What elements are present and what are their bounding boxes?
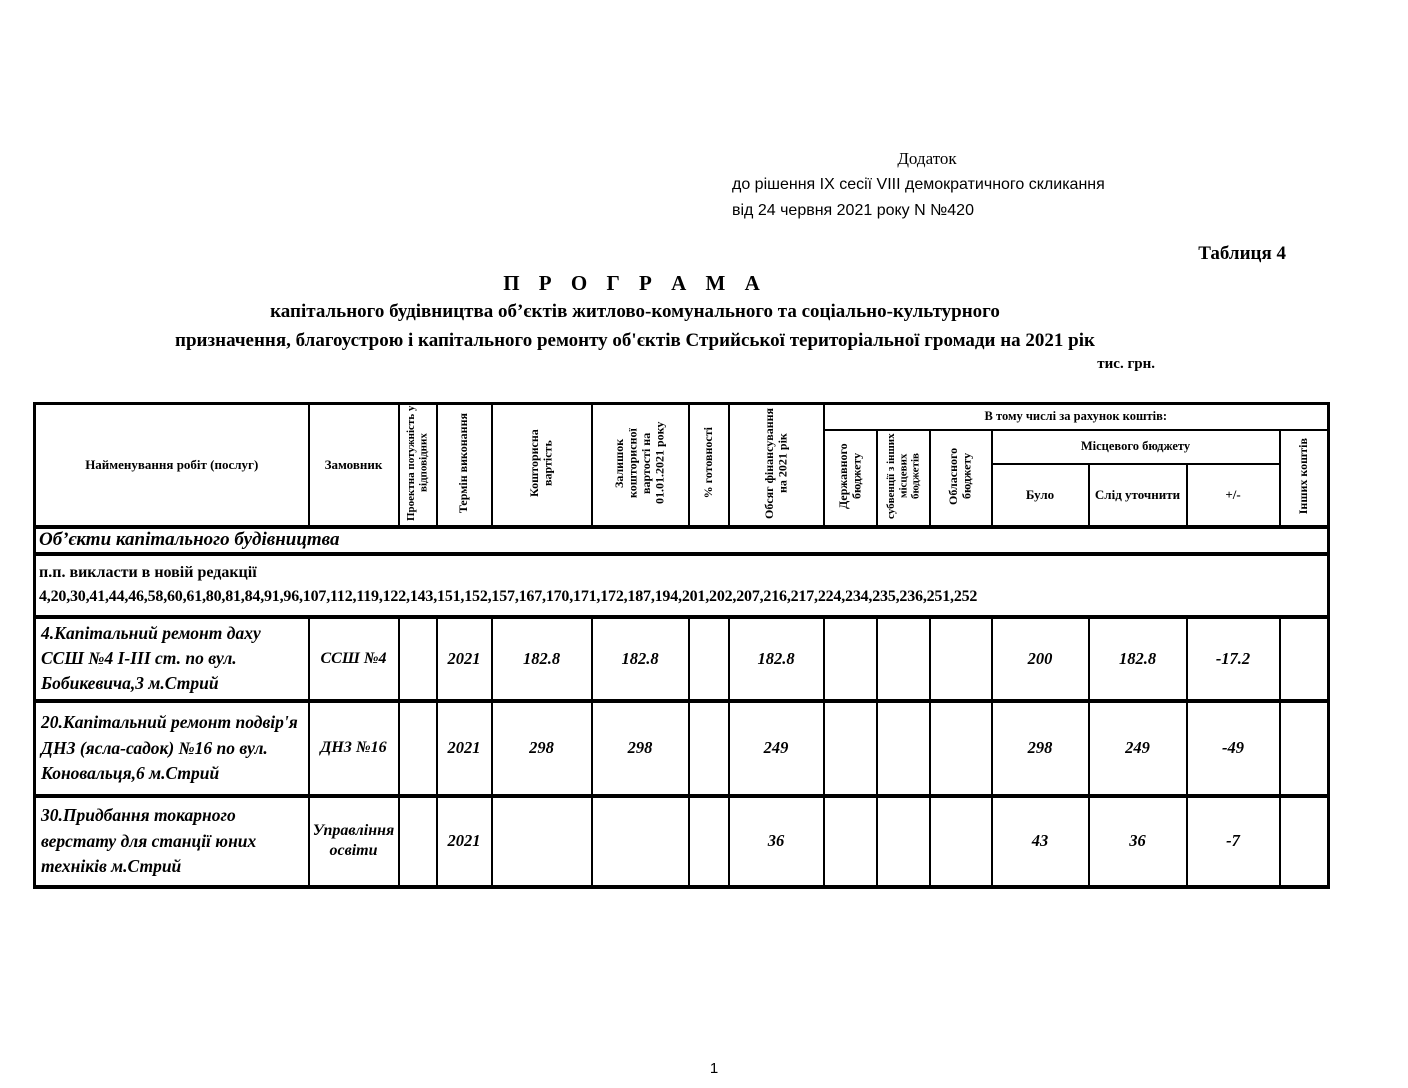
oblast-budget	[930, 617, 992, 701]
was: 200	[992, 617, 1089, 701]
work-name: 20.Капітальний ремонт подвір'я ДНЗ (ясла-садок) №16 по вул. Коновальця,6 м.Стрий	[35, 701, 309, 796]
capacity	[399, 701, 437, 796]
delta: -49	[1187, 701, 1280, 796]
title-line-1: П Р О Г Р А М А	[503, 271, 767, 295]
table-row	[35, 617, 1329, 701]
term: 2021	[437, 701, 492, 796]
subventions	[877, 796, 930, 887]
other-funds	[1280, 796, 1329, 887]
units-label: тис. грн.	[1097, 356, 1155, 372]
col-header-clarify: Слід уточнити	[1089, 464, 1187, 527]
remainder: 182.8	[592, 617, 689, 701]
table-row	[35, 796, 1329, 887]
capacity	[399, 796, 437, 887]
other-funds	[1280, 617, 1329, 701]
col-header-state-budget: Державного бюджету	[824, 430, 877, 527]
oblast-budget	[930, 796, 992, 887]
col-header-estimate: Кошторисна вартість	[492, 404, 592, 527]
subventions	[877, 701, 930, 796]
col-header-delta: +/-	[1187, 464, 1280, 527]
capacity	[399, 617, 437, 701]
section-title: Об’єкти капітального будівництва	[35, 527, 1329, 554]
term: 2021	[437, 796, 492, 887]
readiness	[689, 796, 729, 887]
redaction-list: 4,20,30,41,44,46,58,60,61,80,81,84,91,96,107,112,119,122,143,151,152,157,167,170,171,172,187,194,201,202,207,216,217,224,234,235,236,251,252	[39, 588, 978, 606]
clarify: 36	[1089, 796, 1187, 887]
was: 43	[992, 796, 1089, 887]
col-header-name: Найменування робіт (послуг)	[35, 404, 309, 527]
delta: -7	[1187, 796, 1280, 887]
financing: 249	[729, 701, 824, 796]
term: 2021	[437, 617, 492, 701]
state-budget	[824, 796, 877, 887]
col-header-capacity: Проектна потужність у відповідних	[399, 404, 437, 527]
was: 298	[992, 701, 1089, 796]
col-header-local-budget: Місцевого бюджету	[992, 430, 1280, 464]
readiness	[689, 701, 729, 796]
estimate	[492, 796, 592, 887]
readiness	[689, 617, 729, 701]
col-header-readiness: % готовності	[689, 404, 729, 527]
col-header-financing: Обсяг фінансування на 2021 рік	[729, 404, 824, 527]
title-line-3: призначення, благоустрою і капітального ремонту об'єктів Стрийської територіальної громади на 2021 рік	[175, 330, 1095, 351]
delta: -17.2	[1187, 617, 1280, 701]
subventions	[877, 617, 930, 701]
state-budget	[824, 701, 877, 796]
title-line-2: капітального будівництва об’єктів житлово-комунального та соціально-культурного	[270, 301, 1000, 322]
work-name: 30.Придбання токарного верстату для станції юних техніків м.Стрий	[35, 796, 309, 887]
annex-line-3: від 24 червня 2021 року N №420	[732, 202, 974, 219]
other-funds	[1280, 701, 1329, 796]
table-number-label: Таблиця 4	[1198, 243, 1286, 264]
col-header-oblast-budget: Обласного бюджету	[930, 430, 992, 527]
col-header-was: Було	[992, 464, 1089, 527]
financing: 182.8	[729, 617, 824, 701]
annex-block	[732, 146, 1132, 224]
annex-line-2: до рішення IX сесії VIII демократичного скликання	[732, 176, 1105, 193]
col-header-term: Термін виконання	[437, 404, 492, 527]
annex-line-1: Додаток	[897, 149, 957, 168]
clarify: 182.8	[1089, 617, 1187, 701]
page-number: 1	[709, 1060, 719, 1077]
customer: ССШ №4	[309, 617, 399, 701]
estimate: 182.8	[492, 617, 592, 701]
table-row	[35, 701, 1329, 796]
remainder: 298	[592, 701, 689, 796]
document-title	[0, 269, 1270, 355]
customer: Управління освіти	[309, 796, 399, 887]
oblast-budget	[930, 701, 992, 796]
col-header-remainder: Залишок кошторисної вартості на 01.01.2021 року	[592, 404, 689, 527]
col-header-including: В тому числі за рахунок коштів:	[824, 404, 1329, 430]
customer: ДНЗ №16	[309, 701, 399, 796]
clarify: 249	[1089, 701, 1187, 796]
remainder	[592, 796, 689, 887]
redaction-cell	[35, 554, 1329, 617]
state-budget	[824, 617, 877, 701]
work-name: 4.Капітальний ремонт даху ССШ №4 І-ІІІ ст. по вул. Бобикевича,3 м.Стрий	[35, 617, 309, 701]
col-header-subventions: субвенції з інших місцевих бюджетів	[877, 430, 930, 527]
estimate: 298	[492, 701, 592, 796]
col-header-other-funds: Інших коштів	[1280, 430, 1329, 527]
financing: 36	[729, 796, 824, 887]
program-table	[33, 402, 1330, 889]
redaction-note: п.п. викласти в новій редакції	[39, 564, 257, 582]
col-header-customer: Замовник	[309, 404, 399, 527]
